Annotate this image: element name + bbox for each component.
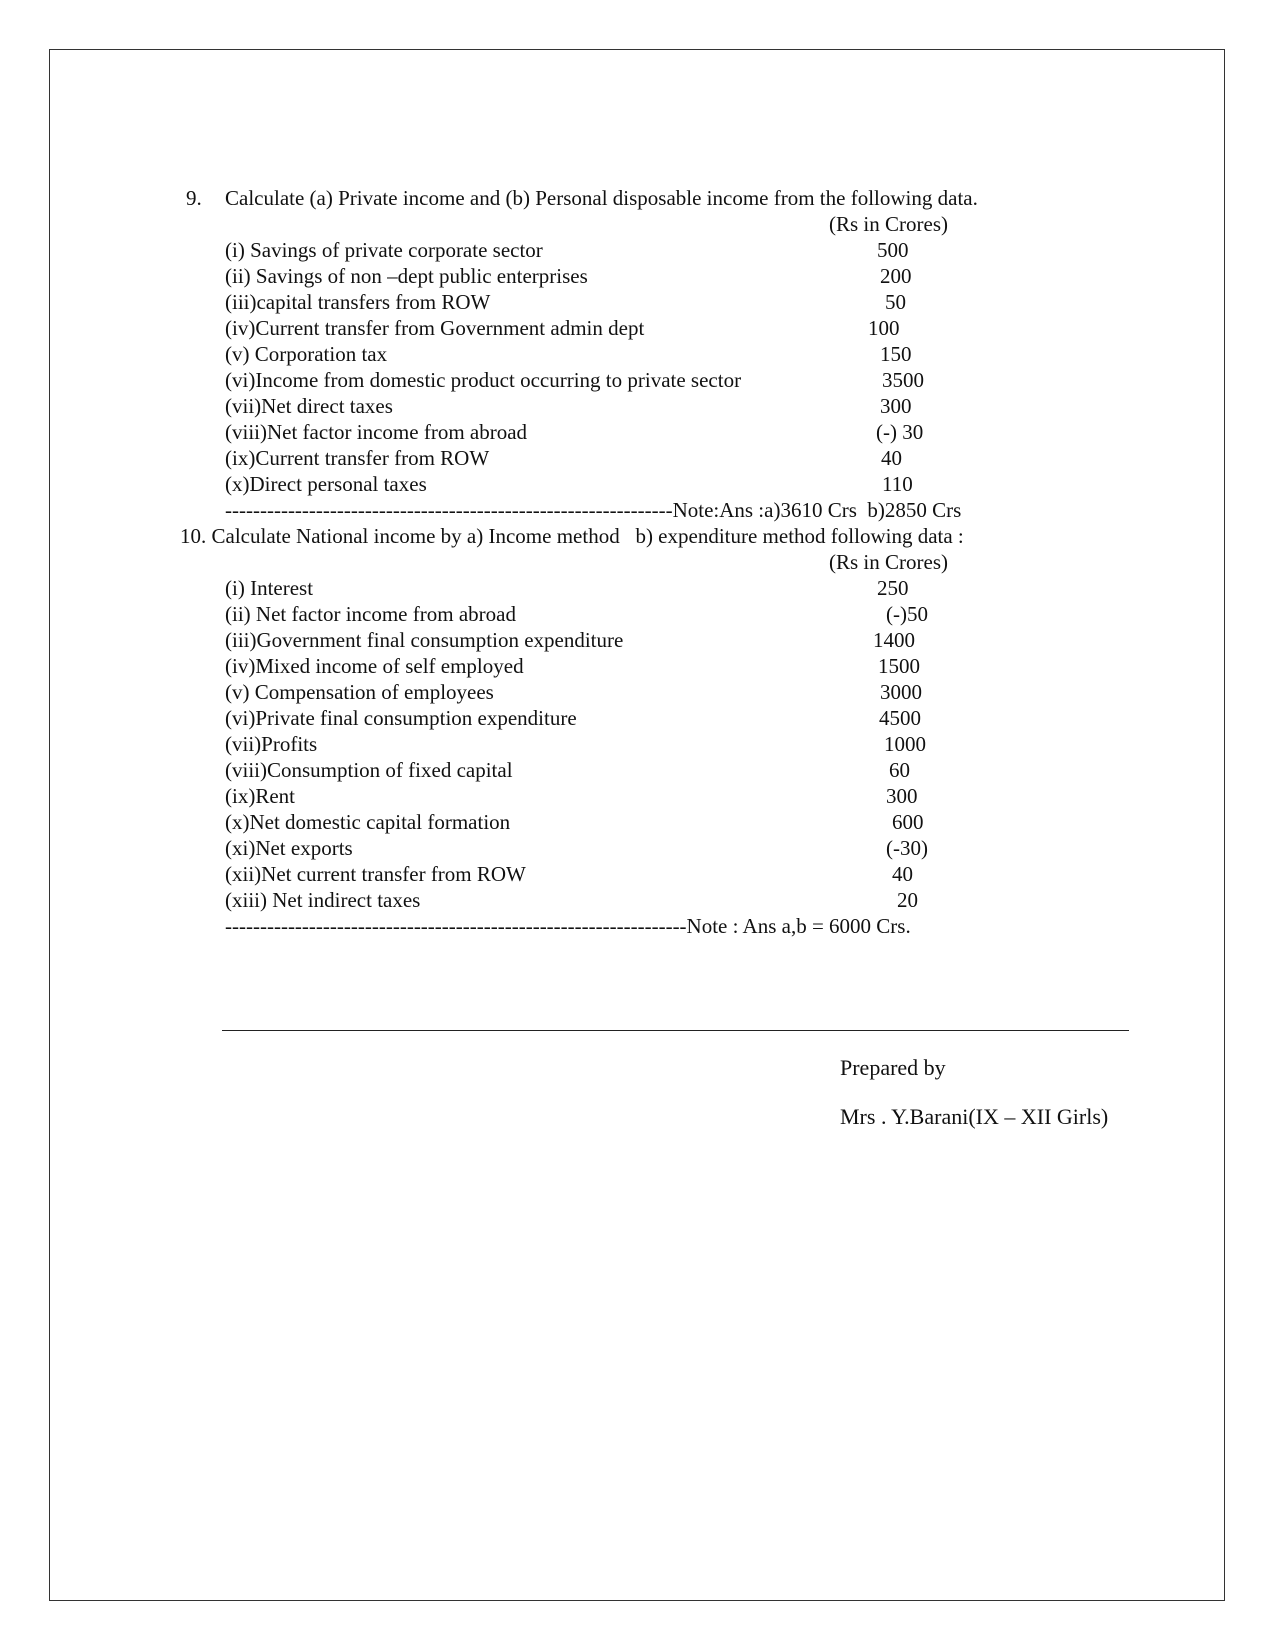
q10-item-value: 250	[877, 576, 909, 600]
q9-number: 9.	[186, 186, 202, 210]
q10-item-label: (xi)Net exports	[225, 836, 353, 860]
q10-item-label: (x)Net domestic capital formation	[225, 810, 511, 834]
q9-item-value: 500	[877, 238, 909, 262]
footer-rule	[222, 1030, 1129, 1031]
q10-item-label: (ii) Net factor income from abroad	[225, 602, 516, 626]
q9-item-label: (viii)Net factor income from abroad	[225, 420, 528, 444]
q9-item-value: 300	[880, 394, 912, 418]
q10-item-label: (v) Compensation of employees	[225, 680, 494, 704]
q9-note: ----------------------------------------------------------------Note:Ans :a)3610 Crs b)2850 Crs	[225, 498, 962, 522]
q9-item-label: (v) Corporation tax	[225, 342, 388, 366]
q9-item-value: 50	[885, 290, 906, 314]
q9-item-value: 150	[880, 342, 912, 366]
q10-item-value: 1000	[884, 732, 926, 756]
q10-item-label: (vi)Private final consumption expenditure	[225, 706, 577, 730]
q9-item-label: (ix)Current transfer from ROW	[225, 446, 490, 470]
author-name: Mrs . Y.Barani(IX – XII Girls)	[840, 1104, 1109, 1129]
q9-item-value: 3500	[882, 368, 924, 392]
q10-item-label: (xii)Net current transfer from ROW	[225, 862, 526, 886]
q10-item-label: (i) Interest	[225, 576, 314, 600]
q9-item-value: (-) 30	[876, 420, 924, 444]
q10-item-value: 20	[897, 888, 918, 912]
q10-item-value: 1400	[873, 628, 915, 652]
q9-prompt: Calculate (a) Private income and (b) Personal disposable income from the following data.	[225, 186, 978, 210]
q10-item-value: 300	[886, 784, 918, 808]
q9-item-label: (vi)Income from domestic product occurring to private sector	[225, 368, 742, 392]
q9-item-value: 40	[881, 446, 902, 470]
q10-item-label: (iv)Mixed income of self employed	[225, 654, 524, 678]
q9-item-label: (vii)Net direct taxes	[225, 394, 393, 418]
q10-item-label: (iii)Government final consumption expenditure	[225, 628, 624, 652]
q10-note: ------------------------------------------------------------------Note : Ans a,b = 6000 Crs.	[225, 914, 911, 938]
q9-item-label: (x)Direct personal taxes	[225, 472, 427, 496]
q10-item-value: 3000	[880, 680, 922, 704]
q10-item-value: (-30)	[886, 836, 928, 860]
q9-item-label: (iii)capital transfers from ROW	[225, 290, 491, 314]
q10-item-value: 4500	[879, 706, 921, 730]
prepared-by-label: Prepared by	[840, 1055, 946, 1080]
q9-item-label: (i) Savings of private corporate sector	[225, 238, 543, 262]
q10-item-value: (-)50	[886, 602, 928, 626]
q10-item-value: 600	[892, 810, 924, 834]
q9-item-label: (iv)Current transfer from Government admin dept	[225, 316, 645, 340]
q9-item-value: 200	[880, 264, 912, 288]
q10-item-label: (viii)Consumption of fixed capital	[225, 758, 513, 782]
q10-item-value: 1500	[878, 654, 920, 678]
q10-item-label: (vii)Profits	[225, 732, 318, 756]
q10-item-value: 40	[892, 862, 913, 886]
q10-item-label: (ix)Rent	[225, 784, 295, 808]
q10-unit: (Rs in Crores)	[829, 550, 948, 574]
q9-item-value: 100	[868, 316, 900, 340]
q9-item-value: 110	[882, 472, 913, 496]
q10-prompt: 10. Calculate National income by a) Income method b) expenditure method following data :	[180, 524, 964, 548]
q10-item-value: 60	[889, 758, 910, 782]
q10-item-label: (xiii) Net indirect taxes	[225, 888, 421, 912]
q9-item-label: (ii) Savings of non –dept public enterprises	[225, 264, 588, 288]
q9-unit: (Rs in Crores)	[829, 212, 948, 236]
